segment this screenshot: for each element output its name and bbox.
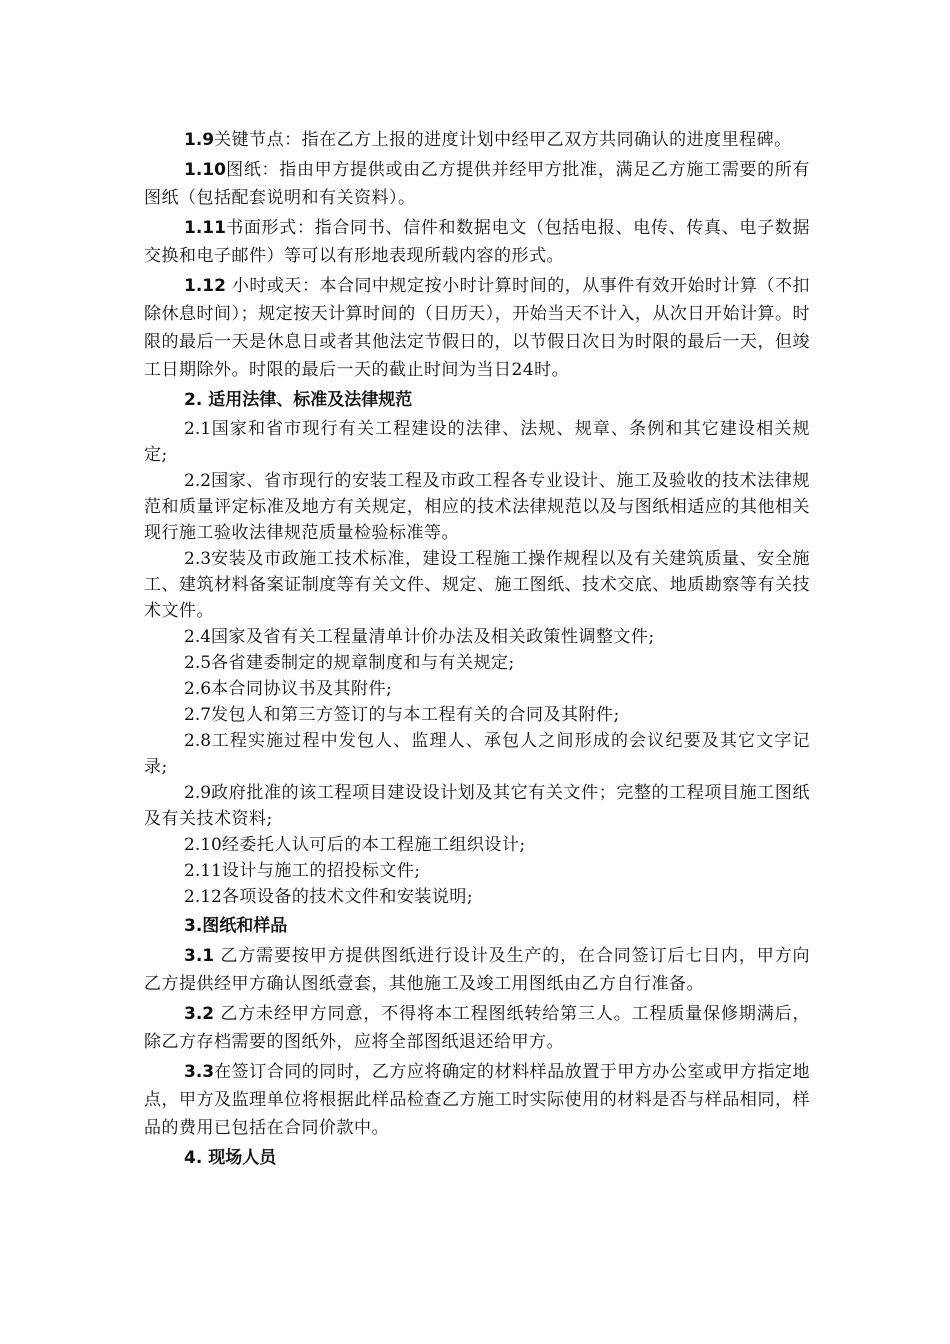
clause-number: 2.4 bbox=[184, 627, 212, 647]
clause-text: 国家及省有关工程量清单计价办法及相关政策性调整文件; bbox=[211, 627, 655, 647]
clause-text: 安装及市政施工技术标准，建设工程施工操作规程以及有关建筑质量、安全施工、建筑材料备案证制度等有关文件、规定、施工图纸、技术交底、地质勘察等有关技术文件。 bbox=[144, 549, 810, 621]
section-heading-2: 2. 适用法律、标准及法律规范 bbox=[184, 390, 413, 410]
clause-1-11 bbox=[144, 214, 810, 270]
clause-1-9 bbox=[144, 126, 810, 154]
clause-2-3 bbox=[144, 546, 810, 624]
clause-text: 乙方需要按甲方提供图纸进行设计及生产的，在合同签订后七日内，甲方向乙方提供经甲方确认图纸壹套，其他施工及竣工用图纸由乙方自行准备。 bbox=[144, 946, 810, 994]
clause-text: 经委托人认可后的本工程施工组织设计; bbox=[221, 835, 526, 855]
clause-text: 发包人和第三方签订的与本工程有关的合同及其附件; bbox=[211, 705, 620, 725]
clause-number: 2.6 bbox=[184, 679, 212, 699]
clause-2-4 bbox=[144, 624, 810, 650]
clause-text: 国家、省市现行的安装工程及市政工程各专业设计、施工及验收的技术法律规范和质量评定标准及地方有关规定，相应的技术法律规范以及与图纸相适应的其他相关现行施工验收法律规范质量检验标准等。 bbox=[144, 471, 810, 543]
clause-number: 2.7 bbox=[184, 705, 212, 725]
clause-number: 2.8 bbox=[184, 731, 212, 751]
section-heading-3: 3.图纸和样品 bbox=[184, 916, 288, 936]
clause-text: 各项设备的技术文件和安装说明; bbox=[221, 887, 474, 907]
clause-number: 1.9 bbox=[184, 130, 215, 150]
clause-text: 乙方未经甲方同意，不得将本工程图纸转给第三人。工程质量保修期满后，除乙方存档需要的图纸外，应将全部图纸退还给甲方。 bbox=[144, 1004, 810, 1052]
clause-number: 2.3 bbox=[184, 549, 212, 569]
clause-text: 在签订合同的同时，乙方应将确定的材料样品放置于甲方办公室或甲方指定地点，甲方及监理单位将根据此样品检查乙方施工时实际使用的材料是否与样品相同，样品的费用已包括在合同价款中。 bbox=[144, 1062, 810, 1138]
clause-number: 2.10 bbox=[184, 835, 222, 855]
clause-number: 3.1 bbox=[184, 946, 215, 966]
clause-text: 书面形式：指合同书、信件和数据电文（包括电报、电传、传真、电子数据交换和电子邮件）等可以有形地表现所载内容的形式。 bbox=[144, 218, 810, 266]
section-heading-4: 4. 现场人员 bbox=[184, 1148, 277, 1168]
clause-text: 各省建委制定的规章制度和与有关规定; bbox=[211, 653, 515, 673]
clause-number: 2.5 bbox=[184, 653, 212, 673]
clause-3-3 bbox=[144, 1058, 810, 1142]
clause-2-5 bbox=[144, 650, 810, 676]
clause-text: 国家和省市现行有关工程建设的法律、法规、规章、条例和其它建设相关规定; bbox=[144, 419, 810, 465]
clause-2-12 bbox=[144, 884, 810, 910]
clause-text: 关键节点：指在乙方上报的进度计划中经甲乙双方共同确认的进度里程碑。 bbox=[214, 130, 792, 150]
clause-3-2 bbox=[144, 1000, 810, 1056]
clause-2-9 bbox=[144, 780, 810, 832]
clause-2-8 bbox=[144, 728, 810, 780]
clause-number: 1.10 bbox=[184, 160, 226, 180]
clause-text: 本合同协议书及其附件; bbox=[211, 679, 393, 699]
clause-text: 设计与施工的招投标文件; bbox=[221, 861, 421, 881]
clause-2-11 bbox=[144, 858, 810, 884]
clause-3-1 bbox=[144, 942, 810, 998]
clause-number: 2.1 bbox=[184, 419, 212, 439]
clause-2-1 bbox=[144, 416, 810, 468]
clause-1-10 bbox=[144, 156, 810, 212]
clause-number: 3.3 bbox=[184, 1062, 215, 1082]
clause-1-12 bbox=[144, 272, 810, 384]
clause-number: 1.11 bbox=[184, 218, 226, 238]
clause-text: 图纸：指由甲方提供或由乙方提供并经甲方批准，满足乙方施工需要的所有图纸（包括配套说明和有关资料）。 bbox=[144, 160, 810, 208]
clause-number: 2.12 bbox=[184, 887, 222, 907]
clause-number: 2.9 bbox=[184, 783, 212, 803]
clause-text: 政府批准的该工程项目建设设计划及其它有关文件；完整的工程项目施工图纸及有关技术资料; bbox=[144, 783, 810, 829]
document-body bbox=[144, 126, 810, 1174]
clause-2-6 bbox=[144, 676, 810, 702]
clause-2-7 bbox=[144, 702, 810, 728]
clause-number: 3.2 bbox=[184, 1004, 215, 1024]
clause-number: 1.12 bbox=[184, 276, 226, 296]
clause-2-10 bbox=[144, 832, 810, 858]
clause-number: 2.2 bbox=[184, 471, 212, 491]
clause-text: 小时或天：本合同中规定按小时计算时间的，从事件有效开始时计算（不扣除休息时间）；规定按天计算时间的（日历天），开始当天不计入，从次日开始计算。时限的最后一天是休息日或者其他法定节假日的，以节假日次日为时限的最后一天，但竣工日期除外。时限的最后一天的截止时间为当日24时。 bbox=[144, 276, 810, 380]
clause-2-2 bbox=[144, 468, 810, 546]
clause-number: 2.11 bbox=[184, 861, 222, 881]
clause-text: 工程实施过程中发包人、监理人、承包人之间形成的会议纪要及其它文字记录; bbox=[144, 731, 810, 777]
